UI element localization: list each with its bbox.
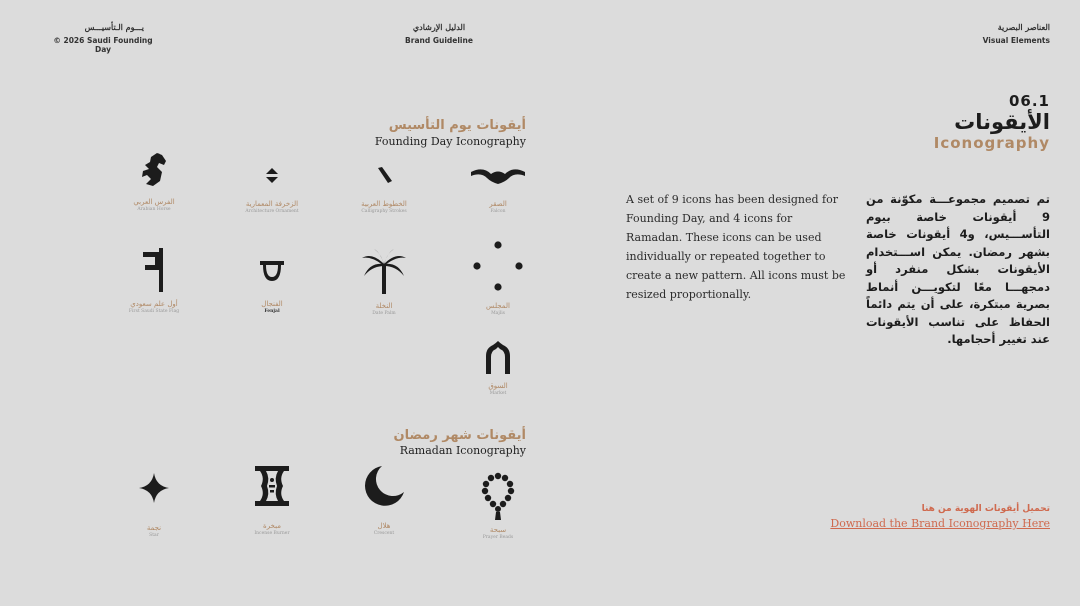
falcon-icon	[469, 164, 527, 186]
icon-cell-palm	[334, 248, 434, 316]
header-right-en: Visual Elements	[982, 36, 1050, 45]
icon-cell-calligraphy	[334, 164, 434, 214]
icon-label-ar: النخلة	[375, 302, 393, 310]
icon-cell-flag	[104, 246, 204, 314]
star-icon	[138, 472, 170, 504]
icon-cell-crescent	[334, 464, 434, 536]
majlis-icon	[472, 240, 524, 294]
header-center-en: Brand Guideline	[405, 36, 473, 45]
ramadan-title-ar: أيقونات شهر رمضان	[393, 428, 526, 443]
icon-cell-ornament	[222, 164, 322, 214]
ramadan-title-en: Ramadan Iconography	[399, 444, 526, 457]
icon-cell-star	[104, 472, 204, 538]
icon-label-en: Star	[149, 533, 159, 538]
icon-cell-incense	[222, 464, 322, 536]
icon-label-ar: الزخرفة المعمارية	[245, 200, 299, 208]
description-ar: تم تصميم مجموعـــة مكوّنة من 9 أيقونات خاصة بيوم التأســـيس، و4 أيقونات خاصة بشهر رمضان. يمكن اســـتخدام الأيقونات بشكل منفرد أو دمجهـــا معًا لتكويـــن أنماط بصرية مبتكرة، على أن يتم دائماً الحفاظ على تناسب الأيقونات عند تغيير أحجامها.	[866, 192, 1050, 346]
icon-label-ar: السوق	[488, 382, 508, 390]
founding-title-en: Founding Day Iconography	[374, 135, 526, 148]
architecture-ornament-icon	[262, 164, 282, 188]
icon-label-ar: أول علم سعودي	[130, 300, 178, 308]
icon-cell-horse	[104, 150, 204, 212]
icon-label-en: Date Palm	[372, 311, 396, 316]
page-title-en: Iconography	[933, 134, 1050, 152]
icon-label-en: Architecture Ornament	[245, 209, 299, 214]
header-left-en: © 2026 Saudi Founding Day	[53, 36, 153, 54]
icon-label-en: Falcon	[490, 209, 506, 214]
download-block[interactable]	[830, 504, 1050, 530]
founding-section-title	[266, 118, 526, 148]
icon-label-en: Arabian Horse	[137, 207, 171, 212]
icon-label-ar: المجلس	[486, 302, 510, 310]
icon-label-ar: الفنجال	[261, 300, 283, 308]
icon-label-en: Majlis	[491, 311, 505, 316]
icon-label-ar: هلال	[377, 522, 391, 530]
header-left	[48, 22, 158, 54]
icon-cell-prayer-beads	[448, 472, 548, 540]
icon-label-en: Fenjal	[264, 309, 280, 314]
incense-burner-icon	[253, 464, 291, 508]
icon-label-ar: الصقر	[489, 200, 507, 208]
market-icon	[483, 340, 513, 376]
description-en: A set of 9 icons has been designed for Founding Day, and 4 icons for Ramadan. These icons can be used individually or repeated together to create a new pattern. All icons must be resized proportionally.	[626, 193, 846, 301]
icon-label-ar: نجمة	[146, 524, 162, 532]
icon-label-ar: مبخرة	[263, 522, 281, 530]
download-link-en[interactable]: Download the Brand Iconography Here	[830, 517, 1050, 530]
icon-label-ar: الفرس العربي	[133, 198, 175, 206]
icon-label-en: Calligraphy Strokes	[361, 209, 407, 214]
icon-label-en: Crescent	[373, 531, 395, 536]
header-right-ar: العناصر البصرية	[997, 22, 1050, 32]
founding-title-ar: أيقونات يوم التأسيس	[388, 118, 526, 133]
icon-label-ar: سبحة	[489, 526, 507, 534]
ramadan-section-title	[266, 428, 526, 457]
icon-cell-falcon	[448, 164, 548, 214]
icon-label-en: Market	[489, 391, 507, 396]
calligraphy-strokes-icon	[369, 164, 399, 186]
header-center-ar: الدليل الإرشادي	[412, 22, 466, 32]
icon-label-ar: الخطوط العربية	[361, 200, 407, 208]
icon-label-en: Prayer Beads	[482, 535, 514, 540]
page-number: 06.1	[1008, 92, 1050, 110]
icon-label-en: Incense Burner	[254, 531, 290, 536]
icon-cell-fenjal	[222, 256, 322, 314]
icon-cell-majlis	[448, 240, 548, 316]
page-title-block	[830, 92, 1050, 152]
fenjal-icon	[257, 256, 287, 286]
icon-cell-market	[448, 340, 548, 396]
page-title-ar: الأيقونات	[954, 110, 1050, 134]
icon-label-en: First Saudi State Flag	[128, 309, 180, 314]
download-link-ar[interactable]: تحميل أيقونات الهوية من هنا	[921, 504, 1050, 514]
header-left-ar: يـــوم الـتأسيـــس	[84, 22, 144, 32]
header-right	[930, 22, 1050, 45]
crescent-icon	[362, 464, 406, 508]
header-center	[389, 22, 489, 45]
first-flag-icon	[139, 246, 169, 294]
date-palm-icon	[360, 248, 408, 296]
arabian-horse-icon	[137, 150, 171, 188]
prayer-beads-icon	[478, 472, 518, 524]
